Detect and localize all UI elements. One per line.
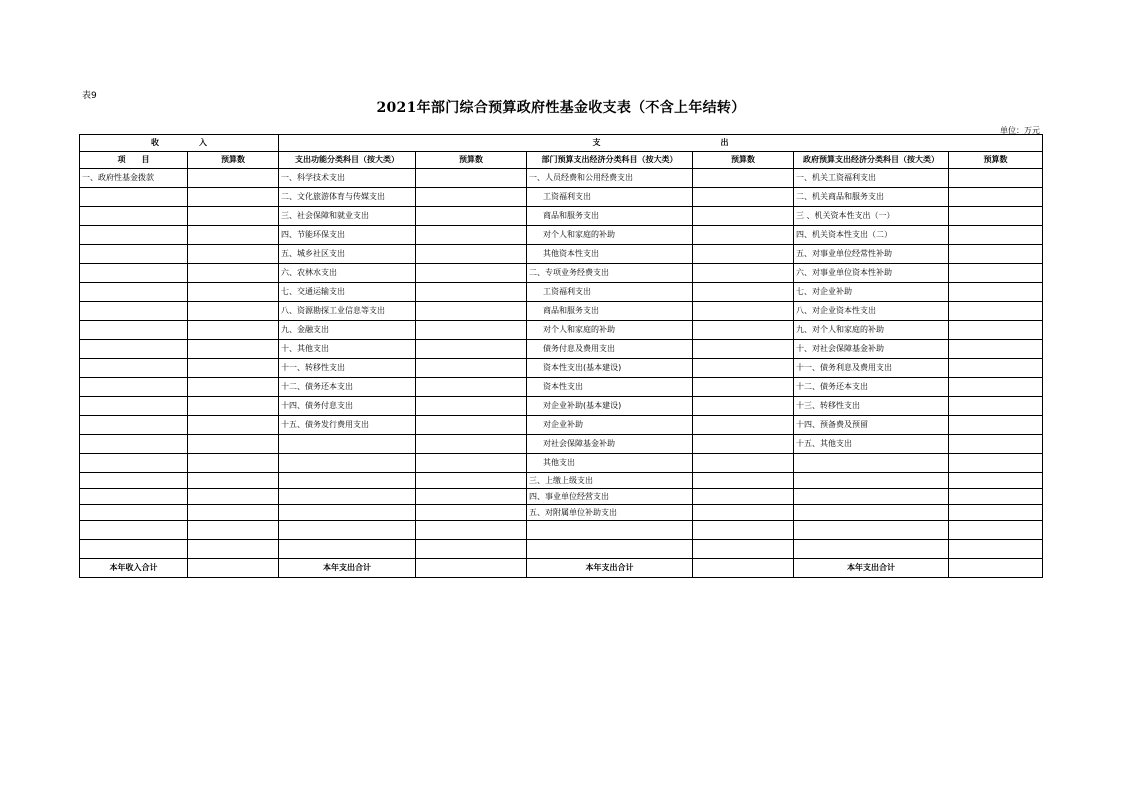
- dept-total-value: [693, 559, 794, 578]
- col-header-budget: 预算数: [188, 152, 279, 169]
- function-class-cell: [279, 540, 416, 559]
- gov-budget-cell: [949, 521, 1043, 540]
- function-budget-cell: [416, 302, 527, 321]
- income-budget-cell: [188, 540, 279, 559]
- income-item-cell: [80, 521, 188, 540]
- gov-econ-class-cell: [794, 489, 949, 505]
- dept-budget-cell: [693, 321, 794, 340]
- function-budget-cell: [416, 226, 527, 245]
- gov-budget-cell: [949, 505, 1043, 521]
- gov-econ-class-cell: 十三、转移性支出: [794, 397, 949, 416]
- income-budget-cell: [188, 454, 279, 473]
- income-budget-cell: [188, 416, 279, 435]
- function-budget-cell: [416, 188, 527, 207]
- dept-econ-class-cell: [527, 521, 693, 540]
- function-total-label: 本年支出合计: [279, 559, 416, 578]
- gov-econ-class-cell: 六、对事业单位资本性补助: [794, 264, 949, 283]
- dept-budget-cell: [693, 359, 794, 378]
- table-row: [80, 540, 1043, 559]
- function-class-cell: 六、农林水支出: [279, 264, 416, 283]
- income-item-cell: [80, 340, 188, 359]
- dept-econ-class-cell: 对个人和家庭的补助: [527, 321, 693, 340]
- gov-econ-class-cell: 三 、机关资本性支出（一）: [794, 207, 949, 226]
- totals-row: [80, 559, 1043, 578]
- income-budget-cell: [188, 473, 279, 489]
- col-header-dept-econ-class: 部门预算支出经济分类科目（按大类）: [527, 152, 693, 169]
- function-budget-cell: [416, 169, 527, 188]
- income-item-cell: [80, 489, 188, 505]
- income-item-cell: [80, 226, 188, 245]
- gov-budget-cell: [949, 489, 1043, 505]
- income-budget-cell: [188, 226, 279, 245]
- dept-budget-cell: [693, 489, 794, 505]
- dept-econ-class-cell: 其他资本性支出: [527, 245, 693, 264]
- table-row: [80, 207, 1043, 226]
- gov-budget-cell: [949, 264, 1043, 283]
- gov-econ-class-cell: 十五、其他支出: [794, 435, 949, 454]
- table-row: [80, 321, 1043, 340]
- dept-budget-cell: [693, 435, 794, 454]
- section-header-row: [80, 135, 1043, 152]
- function-budget-cell: [416, 264, 527, 283]
- income-budget-cell: [188, 264, 279, 283]
- income-item-cell: [80, 188, 188, 207]
- dept-econ-class-cell: 资本性支出: [527, 378, 693, 397]
- income-item-cell: [80, 321, 188, 340]
- dept-budget-cell: [693, 505, 794, 521]
- gov-budget-cell: [949, 169, 1043, 188]
- dept-econ-class-cell: 其他支出: [527, 454, 693, 473]
- dept-budget-cell: [693, 416, 794, 435]
- function-class-cell: [279, 473, 416, 489]
- function-class-cell: [279, 489, 416, 505]
- income-item-cell: [80, 505, 188, 521]
- function-budget-cell: [416, 540, 527, 559]
- dept-econ-class-cell: 对社会保障基金补助: [527, 435, 693, 454]
- gov-total-label: 本年支出合计: [794, 559, 949, 578]
- col-header-budget: 预算数: [949, 152, 1043, 169]
- col-header-function-class: 支出功能分类科目（按大类）: [279, 152, 416, 169]
- function-class-cell: 一、科学技术支出: [279, 169, 416, 188]
- dept-budget-cell: [693, 207, 794, 226]
- table-row: [80, 505, 1043, 521]
- gov-budget-cell: [949, 226, 1043, 245]
- gov-econ-class-cell: 十、对社会保障基金补助: [794, 340, 949, 359]
- income-item-cell: [80, 454, 188, 473]
- function-class-cell: 八、资源勘探工业信息等支出: [279, 302, 416, 321]
- col-header-gov-econ-class: 政府预算支出经济分类科目（按大类）: [794, 152, 949, 169]
- table-row: [80, 454, 1043, 473]
- table-row: [80, 489, 1043, 505]
- income-budget-cell: [188, 435, 279, 454]
- function-class-cell: 五、城乡社区支出: [279, 245, 416, 264]
- income-item-cell: [80, 416, 188, 435]
- table-row: [80, 435, 1043, 454]
- gov-econ-class-cell: 十一、债务利息及费用支出: [794, 359, 949, 378]
- function-budget-cell: [416, 245, 527, 264]
- function-budget-cell: [416, 473, 527, 489]
- dept-econ-class-cell: 对个人和家庭的补助: [527, 226, 693, 245]
- table-row: [80, 378, 1043, 397]
- function-budget-cell: [416, 207, 527, 226]
- table-row: [80, 416, 1043, 435]
- function-class-cell: 四、节能环保支出: [279, 226, 416, 245]
- gov-econ-class-cell: [794, 473, 949, 489]
- function-budget-cell: [416, 416, 527, 435]
- gov-budget-cell: [949, 340, 1043, 359]
- gov-econ-class-cell: [794, 505, 949, 521]
- gov-econ-class-cell: [794, 521, 949, 540]
- income-budget-cell: [188, 505, 279, 521]
- dept-econ-class-cell: [527, 540, 693, 559]
- income-budget-cell: [188, 489, 279, 505]
- gov-budget-cell: [949, 283, 1043, 302]
- dept-econ-class-cell: 工资福利支出: [527, 283, 693, 302]
- gov-budget-cell: [949, 245, 1043, 264]
- gov-total-value: [949, 559, 1043, 578]
- gov-budget-cell: [949, 416, 1043, 435]
- dept-budget-cell: [693, 169, 794, 188]
- gov-budget-cell: [949, 435, 1043, 454]
- dept-econ-class-cell: 四、事业单位经营支出: [527, 489, 693, 505]
- dept-budget-cell: [693, 264, 794, 283]
- function-class-cell: [279, 454, 416, 473]
- income-item-cell: [80, 283, 188, 302]
- function-budget-cell: [416, 359, 527, 378]
- function-total-value: [416, 559, 527, 578]
- function-class-cell: 十五、债务发行费用支出: [279, 416, 416, 435]
- income-budget-cell: [188, 188, 279, 207]
- dept-budget-cell: [693, 302, 794, 321]
- income-item-cell: [80, 435, 188, 454]
- function-budget-cell: [416, 283, 527, 302]
- dept-econ-class-cell: 债务付息及费用支出: [527, 340, 693, 359]
- income-item-cell: [80, 540, 188, 559]
- function-class-cell: 十一、转移性支出: [279, 359, 416, 378]
- dept-econ-class-cell: 商品和服务支出: [527, 207, 693, 226]
- dept-budget-cell: [693, 473, 794, 489]
- function-budget-cell: [416, 489, 527, 505]
- income-budget-cell: [188, 359, 279, 378]
- function-budget-cell: [416, 397, 527, 416]
- col-header-item: 项 目: [80, 152, 188, 169]
- table-row: [80, 226, 1043, 245]
- gov-budget-cell: [949, 397, 1043, 416]
- income-budget-cell: [188, 169, 279, 188]
- table-row: [80, 245, 1043, 264]
- dept-econ-class-cell: 资本性支出(基本建设): [527, 359, 693, 378]
- function-budget-cell: [416, 435, 527, 454]
- income-item-cell: [80, 207, 188, 226]
- income-budget-cell: [188, 378, 279, 397]
- gov-econ-class-cell: 四、机关资本性支出（二）: [794, 226, 949, 245]
- function-budget-cell: [416, 340, 527, 359]
- income-item-cell: [80, 473, 188, 489]
- income-item-cell: [80, 302, 188, 321]
- function-class-cell: 十四、债务付息支出: [279, 397, 416, 416]
- income-item-cell: [80, 264, 188, 283]
- gov-econ-class-cell: 七、对企业补助: [794, 283, 949, 302]
- table-row: [80, 473, 1043, 489]
- gov-econ-class-cell: [794, 454, 949, 473]
- dept-budget-cell: [693, 540, 794, 559]
- dept-econ-class-cell: 一、人员经费和公用经费支出: [527, 169, 693, 188]
- income-section-header: 收 入: [80, 135, 279, 152]
- gov-budget-cell: [949, 207, 1043, 226]
- dept-econ-class-cell: 三、上缴上级支出: [527, 473, 693, 489]
- function-budget-cell: [416, 378, 527, 397]
- table-number: 表9: [82, 91, 97, 101]
- dept-econ-class-cell: 工资福利支出: [527, 188, 693, 207]
- income-budget-cell: [188, 521, 279, 540]
- table-row: [80, 521, 1043, 540]
- gov-econ-class-cell: 十二、债务还本支出: [794, 378, 949, 397]
- income-total-value: [188, 559, 279, 578]
- income-budget-cell: [188, 283, 279, 302]
- income-item-cell: [80, 245, 188, 264]
- table-row: [80, 397, 1043, 416]
- gov-econ-class-cell: 八、对企业资本性支出: [794, 302, 949, 321]
- table-row: [80, 264, 1043, 283]
- gov-budget-cell: [949, 454, 1043, 473]
- function-class-cell: 二、文化旅游体育与传媒支出: [279, 188, 416, 207]
- income-item-cell: [80, 359, 188, 378]
- dept-budget-cell: [693, 188, 794, 207]
- dept-budget-cell: [693, 340, 794, 359]
- dept-econ-class-cell: 商品和服务支出: [527, 302, 693, 321]
- dept-budget-cell: [693, 245, 794, 264]
- income-budget-cell: [188, 321, 279, 340]
- table-row: [80, 169, 1043, 188]
- function-class-cell: [279, 435, 416, 454]
- function-class-cell: 七、交通运输支出: [279, 283, 416, 302]
- gov-econ-class-cell: 一、机关工资福利支出: [794, 169, 949, 188]
- dept-budget-cell: [693, 454, 794, 473]
- gov-budget-cell: [949, 188, 1043, 207]
- function-budget-cell: [416, 505, 527, 521]
- dept-budget-cell: [693, 378, 794, 397]
- income-budget-cell: [188, 397, 279, 416]
- table-row: [80, 302, 1043, 321]
- gov-budget-cell: [949, 540, 1043, 559]
- dept-econ-class-cell: 五、对附属单位补助支出: [527, 505, 693, 521]
- income-total-label: 本年收入合计: [80, 559, 188, 578]
- function-class-cell: 九、金融支出: [279, 321, 416, 340]
- dept-budget-cell: [693, 397, 794, 416]
- gov-econ-class-cell: 十四、预备费及预留: [794, 416, 949, 435]
- function-class-cell: [279, 521, 416, 540]
- function-budget-cell: [416, 521, 527, 540]
- income-budget-cell: [188, 302, 279, 321]
- gov-econ-class-cell: 二、机关商品和服务支出: [794, 188, 949, 207]
- table-row: [80, 340, 1043, 359]
- income-budget-cell: [188, 245, 279, 264]
- table-row: [80, 188, 1043, 207]
- gov-budget-cell: [949, 378, 1043, 397]
- income-item-cell: [80, 397, 188, 416]
- function-class-cell: [279, 505, 416, 521]
- income-item-cell: 一、政府性基金拨款: [80, 169, 188, 188]
- function-budget-cell: [416, 454, 527, 473]
- table-row: [80, 283, 1043, 302]
- gov-budget-cell: [949, 359, 1043, 378]
- dept-budget-cell: [693, 226, 794, 245]
- column-header-row: [80, 152, 1043, 169]
- function-class-cell: 十二、债务还本支出: [279, 378, 416, 397]
- income-budget-cell: [188, 207, 279, 226]
- gov-budget-cell: [949, 473, 1043, 489]
- dept-econ-class-cell: 二、专项业务经费支出: [527, 264, 693, 283]
- table-row: [80, 359, 1043, 378]
- dept-budget-cell: [693, 283, 794, 302]
- dept-total-label: 本年支出合计: [527, 559, 693, 578]
- dept-budget-cell: [693, 521, 794, 540]
- function-class-cell: 三、社会保障和就业支出: [279, 207, 416, 226]
- dept-econ-class-cell: 对企业补助: [527, 416, 693, 435]
- gov-econ-class-cell: 九、对个人和家庭的补助: [794, 321, 949, 340]
- income-budget-cell: [188, 340, 279, 359]
- gov-budget-cell: [949, 321, 1043, 340]
- gov-budget-cell: [949, 302, 1043, 321]
- col-header-budget: 预算数: [693, 152, 794, 169]
- dept-econ-class-cell: 对企业补助(基本建设): [527, 397, 693, 416]
- function-budget-cell: [416, 321, 527, 340]
- page-title: 2021年部门综合预算政府性基金收支表（不含上年结转）: [376, 100, 746, 116]
- gov-econ-class-cell: [794, 540, 949, 559]
- income-item-cell: [80, 378, 188, 397]
- gov-econ-class-cell: 五、对事业单位经常性补助: [794, 245, 949, 264]
- unit-label: 单位：万元: [1000, 126, 1040, 135]
- budget-table: [79, 134, 1043, 578]
- function-class-cell: 十、其他支出: [279, 340, 416, 359]
- col-header-budget: 预算数: [416, 152, 527, 169]
- expense-section-header: 支 出: [279, 135, 1043, 152]
